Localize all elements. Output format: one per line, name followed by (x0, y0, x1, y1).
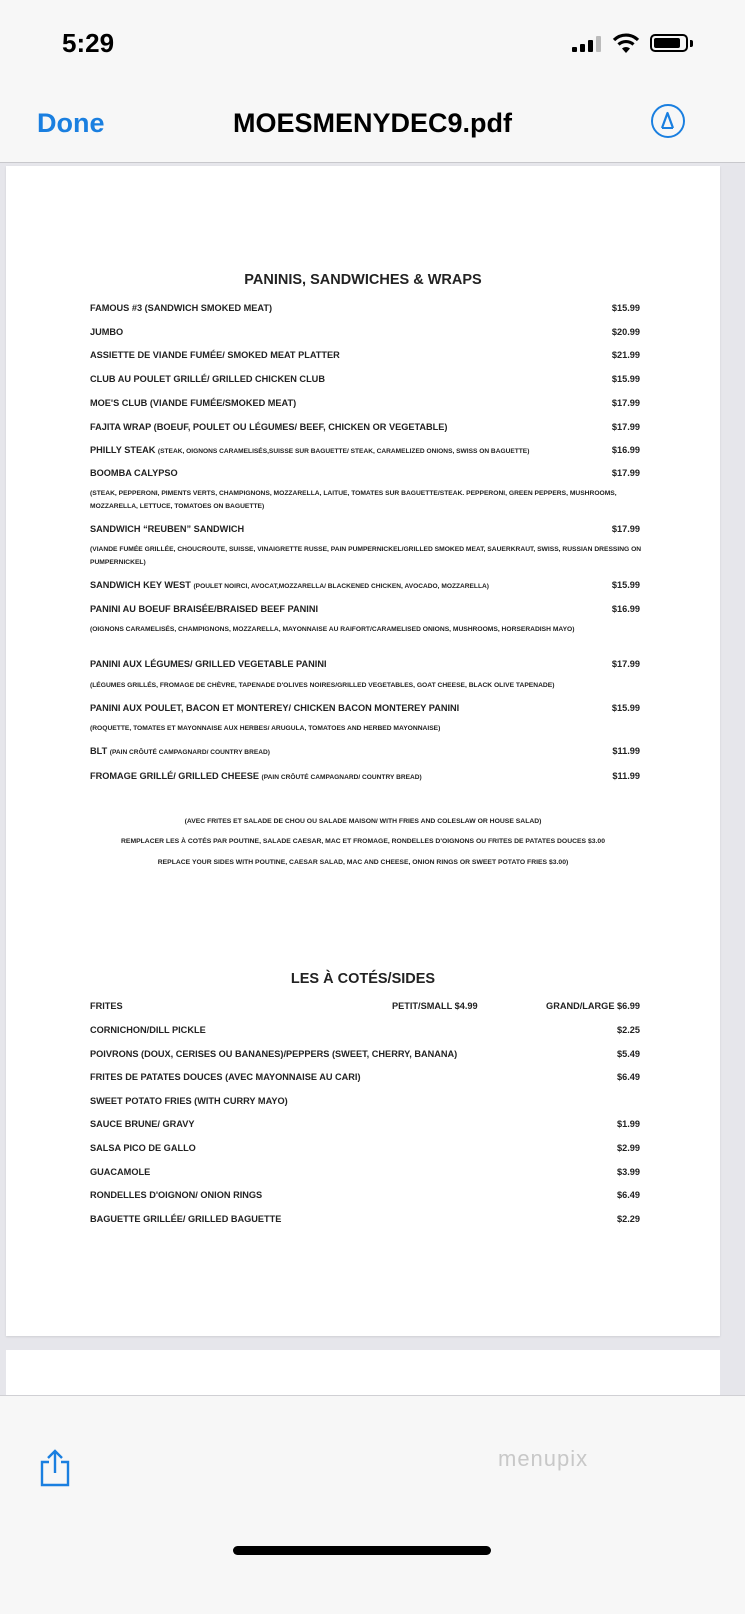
menu-item-price: $16.99 (611, 604, 640, 614)
done-button[interactable]: Done (37, 108, 105, 138)
side-item-price: $2.99 (617, 1143, 640, 1153)
watermark: menupix (498, 1446, 589, 1471)
menu-item-note: (POULET NOIRCI, AVOCAT,MOZZARELLA/ BLACKENED CHICKEN, AVOCADO, MOZZARELLA) (193, 583, 489, 590)
menu-item-price: $15.99 (611, 374, 640, 384)
bottom-toolbar (0, 1395, 745, 1614)
menu-note: REMPLACER LES À COTÉS PAR POUTINE, SALADE CAESAR, MAC ET FROMAGE, RONDELLES D'OIGNONS OU FRITES DE PATATES DOUCES $3.00 (121, 838, 605, 845)
menu-item-name: PANINI AUX LÉGUMES/ GRILLED VEGETABLE PANINI (90, 659, 327, 669)
menu-item-name: JUMBO (90, 327, 124, 337)
nav-bar (0, 90, 745, 163)
side-item-name: FRITES DE PATATES DOUCES (AVEC MAYONNAISE AU CARI) (90, 1072, 361, 1082)
menu-item-price: $21.99 (611, 350, 640, 360)
menu-item-description: (LÉGUMES GRILLÉS, FROMAGE DE CHÈVRE, TAPENADE D'OLIVES NOIRES/GRILLED VEGETABLES, GOAT CHEESE, BLACK OLIVE TAPENADE) (90, 682, 555, 689)
side-item (90, 1143, 640, 1153)
menu-item-name: MOE'S CLUB (VIANDE FUMÉE/SMOKED MEAT) (90, 398, 297, 408)
menu-note: (AVEC FRITES ET SALADE DE CHOU OU SALADE MAISON/ WITH FRIES AND COLESLAW OR HOUSE SALAD) (184, 818, 542, 825)
menu-item-price: $17.99 (611, 398, 640, 408)
section-title-sides: LES À COTÉS/SIDES (290, 971, 436, 987)
side-item-name: BAGUETTE GRILLÉE/ GRILLED BAGUETTE (90, 1214, 282, 1224)
menu-item (90, 398, 640, 408)
side-item-name: SWEET POTATO FRIES (WITH CURRY MAYO) (90, 1096, 288, 1106)
side-item-name: SAUCE BRUNE/ GRAVY (90, 1119, 195, 1129)
side-item-name: GUACAMOLE (90, 1167, 151, 1177)
wifi-icon (612, 32, 640, 54)
side-item-price: $5.49 (617, 1049, 640, 1059)
menu-item (90, 604, 640, 614)
menu-item (90, 422, 640, 432)
menu-item-name: FAJITA WRAP (BOEUF, POULET OU LÉGUMES/ BEEF, CHICKEN OR VEGETABLE) (90, 422, 448, 432)
menu-item (90, 771, 640, 781)
side-item (90, 1025, 640, 1035)
side-item-price: $3.99 (617, 1167, 640, 1177)
menu-item-price: $15.99 (611, 703, 640, 713)
markup-button[interactable] (651, 104, 685, 138)
side-item-price: GRAND/LARGE $6.99 (546, 1001, 640, 1011)
battery-icon (650, 34, 688, 52)
menu-item (90, 303, 640, 313)
side-item (90, 1167, 640, 1177)
side-item-name: FRITES (90, 1001, 123, 1011)
menu-item-name: FAMOUS #3 (SANDWICH SMOKED MEAT) (90, 303, 273, 313)
markup-pen-icon (653, 106, 682, 135)
menu-note: REPLACE YOUR SIDES WITH POUTINE, CAESAR SALAD, MAC AND CHEESE, ONION RINGS OR SWEET POTATO FRIES $3.00) (157, 859, 569, 866)
side-item-small-price: PETIT/SMALL $4.99 (392, 1001, 478, 1011)
menu-item-name: SANDWICH “REUBEN” SANDWICH (90, 524, 245, 534)
side-item-name: CORNICHON/DILL PICKLE (90, 1025, 206, 1035)
pdf-page (6, 166, 720, 1336)
menu-item (90, 524, 640, 534)
menu-item-name: PANINI AUX POULET, BACON ET MONTEREY/ CHICKEN BACON MONTEREY PANINI (90, 703, 460, 713)
side-item-name: RONDELLES D'OIGNON/ ONION RINGS (90, 1190, 263, 1200)
menu-item-price: $17.99 (611, 659, 640, 669)
menu-item-price: $17.99 (611, 468, 640, 478)
menu-item-name: PHILLY STEAK (90, 445, 156, 455)
menu-item-description: (STEAK, PEPPERONI, PIMENTS VERTS, CHAMPIGNONS, MOZZARELLA, LAITUE, TOMATES SUR BAGUETTE/STEAK. PEPPERONI, GREEN PEPPERS, MUSHROOMS, MOZZARELLA, LETTUCE, TOMATOES ON BAGUETTE) (90, 490, 617, 510)
menu-item-price: $16.99 (611, 445, 640, 455)
menu-item (90, 445, 640, 455)
side-item (90, 1119, 640, 1129)
side-item (90, 1001, 640, 1011)
menu-item-description: (OIGNONS CARAMELISÉS, CHAMPIGNONS, MOZZARELLA, MAYONNAISE AU RAIFORT/CARAMELISED ONIONS, MUSHROOMS, HORSERADISH MAYO) (90, 626, 575, 633)
side-item (90, 1096, 640, 1106)
side-item (90, 1049, 640, 1059)
menu-item (90, 659, 640, 669)
menu-item-price: $15.99 (611, 580, 640, 590)
section-title-paninis: PANINIS, SANDWICHES & WRAPS (244, 272, 482, 288)
menu-item (90, 327, 640, 337)
menu-item-price: $11.99 (612, 771, 640, 781)
menu-item (90, 746, 640, 756)
menu-item-name: SANDWICH KEY WEST (90, 580, 191, 590)
menu-item-price: $15.99 (611, 303, 640, 313)
side-item (90, 1214, 640, 1224)
menu-item-name: ASSIETTE DE VIANDE FUMÉE/ SMOKED MEAT PLATTER (90, 350, 340, 360)
menu-item (90, 703, 640, 713)
side-item-price: $2.29 (617, 1214, 640, 1224)
menu-item-price: $20.99 (611, 327, 640, 337)
side-item-price: $2.25 (617, 1025, 640, 1035)
menu-item (90, 468, 640, 478)
menu-item-name: BLT (90, 746, 108, 756)
menu-item-price: $17.99 (611, 422, 640, 432)
menu-item (90, 350, 640, 360)
side-item (90, 1190, 640, 1200)
menu-item (90, 580, 640, 590)
menu-item-price: $11.99 (612, 746, 640, 756)
home-indicator[interactable] (233, 1546, 491, 1555)
menu-item-name: BOOMBA CALYPSO (90, 468, 178, 478)
menu-item (90, 374, 640, 384)
side-item-price: $6.49 (617, 1072, 640, 1082)
menu-item-price: $17.99 (611, 524, 640, 534)
menu-item-name: PANINI AU BOEUF BRAISÉE/BRAISED BEEF PANINI (90, 604, 319, 614)
side-item-name: SALSA PICO DE GALLO (90, 1143, 196, 1153)
menu-item-note: (PAIN CRÔUTÉ CAMPAGNARD/ COUNTRY BREAD) (109, 749, 270, 756)
battery-tip (690, 40, 693, 47)
side-item-name: POIVRONS (DOUX, CERISES OU BANANES)/PEPPERS (SWEET, CHERRY, BANANA) (90, 1049, 458, 1059)
side-item-price: $1.99 (617, 1119, 640, 1129)
side-item (90, 1072, 640, 1082)
menu-item-note: (STEAK, OIGNONS CARAMELISÉS,SUISSE SUR BAGUETTE/ STEAK, CARAMELIZED ONIONS, SWISS ON BAGUETTE) (157, 448, 530, 455)
document-title: MOESMENYDEC9.pdf (232, 108, 513, 138)
menu-item-description: (VIANDE FUMÉE GRILLÉE, CHOUCROUTE, SUISSE, VINAIGRETTE RUSSE, PAIN PUMPERNICKEL/GRILLED SMOKED MEAT, SAUERKRAUT, SWISS, RUSSIAN DRESSING ON PUMPERNICKEL) (90, 546, 642, 566)
share-icon[interactable] (38, 1448, 72, 1488)
menu-item-name: FROMAGE GRILLÉ/ GRILLED CHEESE (90, 771, 259, 781)
menu-item-name: CLUB AU POULET GRILLÉ/ GRILLED CHICKEN CLUB (90, 374, 325, 384)
cellular-signal-icon (572, 36, 601, 52)
side-item-price: $6.49 (617, 1190, 640, 1200)
status-bar (0, 0, 745, 90)
menu-item-description: (ROQUETTE, TOMATES ET MAYONNAISE AUX HERBES/ ARUGULA, TOMATOES AND HERBED MAYONNAISE) (90, 725, 441, 732)
menu-item-note: (PAIN CRÔUTÉ CAMPAGNARD/ COUNTRY BREAD) (261, 774, 422, 781)
status-time: 5:29 (62, 28, 115, 58)
